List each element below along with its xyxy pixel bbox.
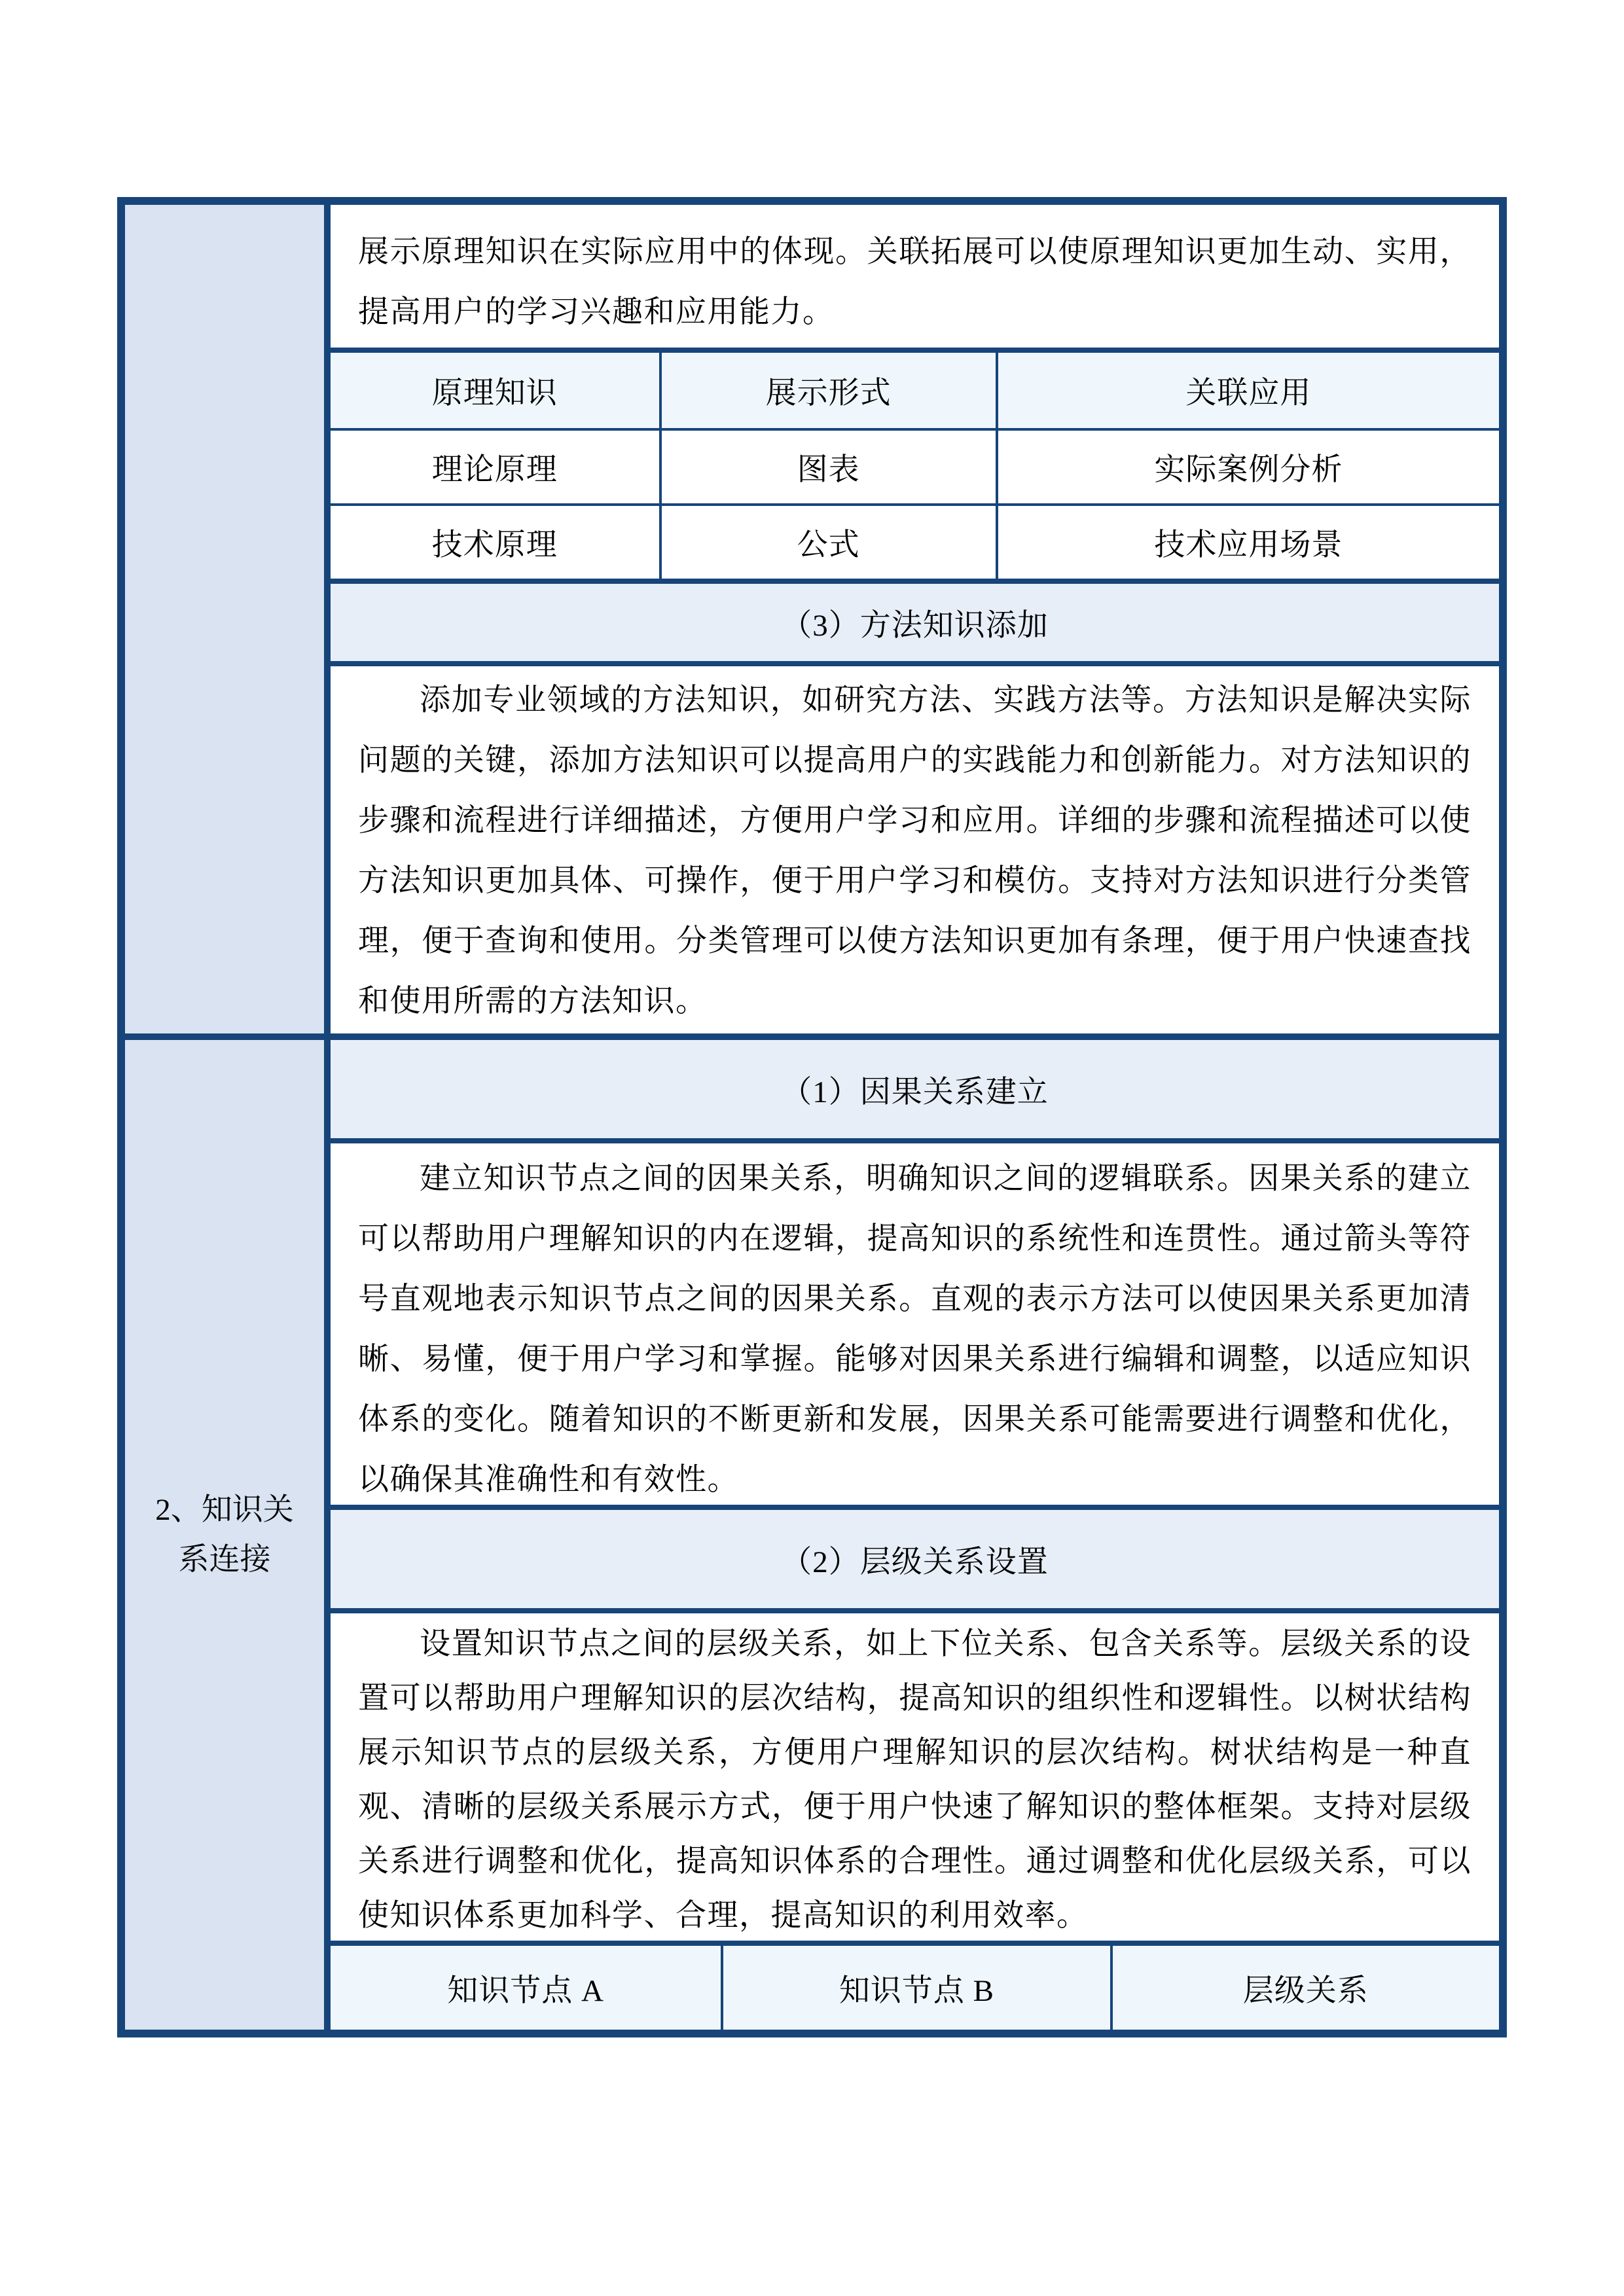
table-row-knowledge-relation: [125, 1033, 1499, 2030]
section-header-hierarchy-relation: （2）层级关系设置: [331, 1505, 1499, 1613]
relation-table: [331, 1941, 1499, 2030]
hierarchy-paragraph: 设置知识节点之间的层级关系，如上下位关系、包含关系等。层级关系的设置可以帮助用户理解知识的层次结构，提高知识的组织性和逻辑性。以树状结构展示知识节点的层级关系，方便用户理解知识的层次结构。树状结构是一种直观、清晰的层级关系展示方式，便于用户快速了解知识的整体框架。支持对层级关系进行调整和优化，提高知识体系的合理性。通过调整和优化层级关系，可以使知识体系更加科学、合理，提高知识的利用效率。: [358, 1627, 1471, 1933]
relation-table-header-node-a: 知识节点 A: [331, 1946, 721, 2030]
principle-table: [331, 348, 1499, 584]
method-paragraph: 添加专业领域的方法知识，如研究方法、实践方法等。方法知识是解决实际问题的关键，添加方法知识可以提高用户的实践能力和创新能力。对方法知识的步骤和流程进行详细描述，方便用户学习和应用。详细的步骤和流程描述可以使方法知识更加具体、可操作，便于用户学习和模仿。支持对方法知识进行分类管理，便于查询和使用。分类管理可以使方法知识更加有条理，便于用户快速查找和使用所需的方法知识。: [358, 683, 1471, 1018]
table-row-knowledge-display: [125, 205, 1499, 1033]
knowledge-management-table: [117, 197, 1507, 2037]
principle-table-cell: 理论原理: [331, 428, 659, 503]
row-label-knowledge-relation: 2、知识关系连接: [125, 1040, 331, 2030]
principle-table-cell: 图表: [659, 428, 996, 503]
section-header-causal-relation: （1）因果关系建立: [331, 1040, 1499, 1143]
row-label-cell-empty: [125, 205, 331, 1033]
principle-table-cell: 实际案例分析: [996, 428, 1499, 503]
principle-table-header-form: 展示形式: [659, 353, 996, 428]
principle-table-cell: 技术应用场景: [996, 503, 1499, 579]
relation-table-header-hierarchy: 层级关系: [1110, 1946, 1499, 2030]
section-header-method-knowledge: （3）方法知识添加: [331, 584, 1499, 666]
causal-paragraph: 建立知识节点之间的因果关系，明确知识之间的逻辑联系。因果关系的建立可以帮助用户理解知识的内在逻辑，提高知识的系统性和连贯性。通过箭头等符号直观地表示知识节点之间的因果关系。直观的表示方法可以使因果关系更加清晰、易懂，便于用户学习和掌握。能够对因果关系进行编辑和调整，以适应知识体系的变化。随着知识的不断更新和发展，因果关系可能需要进行调整和优化，以确保其准确性和有效性。: [358, 1162, 1471, 1497]
principle-table-cell: 公式: [659, 503, 996, 579]
relation-table-header-node-b: 知识节点 B: [721, 1946, 1110, 2030]
principle-table-header-knowledge: 原理知识: [331, 353, 659, 428]
row1-content: [331, 205, 1499, 1033]
principle-table-header-application: 关联应用: [996, 353, 1499, 428]
principle-table-cell: 技术原理: [331, 503, 659, 579]
row2-content: [331, 1040, 1499, 2030]
intro-paragraph: 展示原理知识在实际应用中的体现。关联拓展可以使原理知识更加生动、实用，提高用户的学习兴趣和应用能力。: [358, 235, 1471, 329]
